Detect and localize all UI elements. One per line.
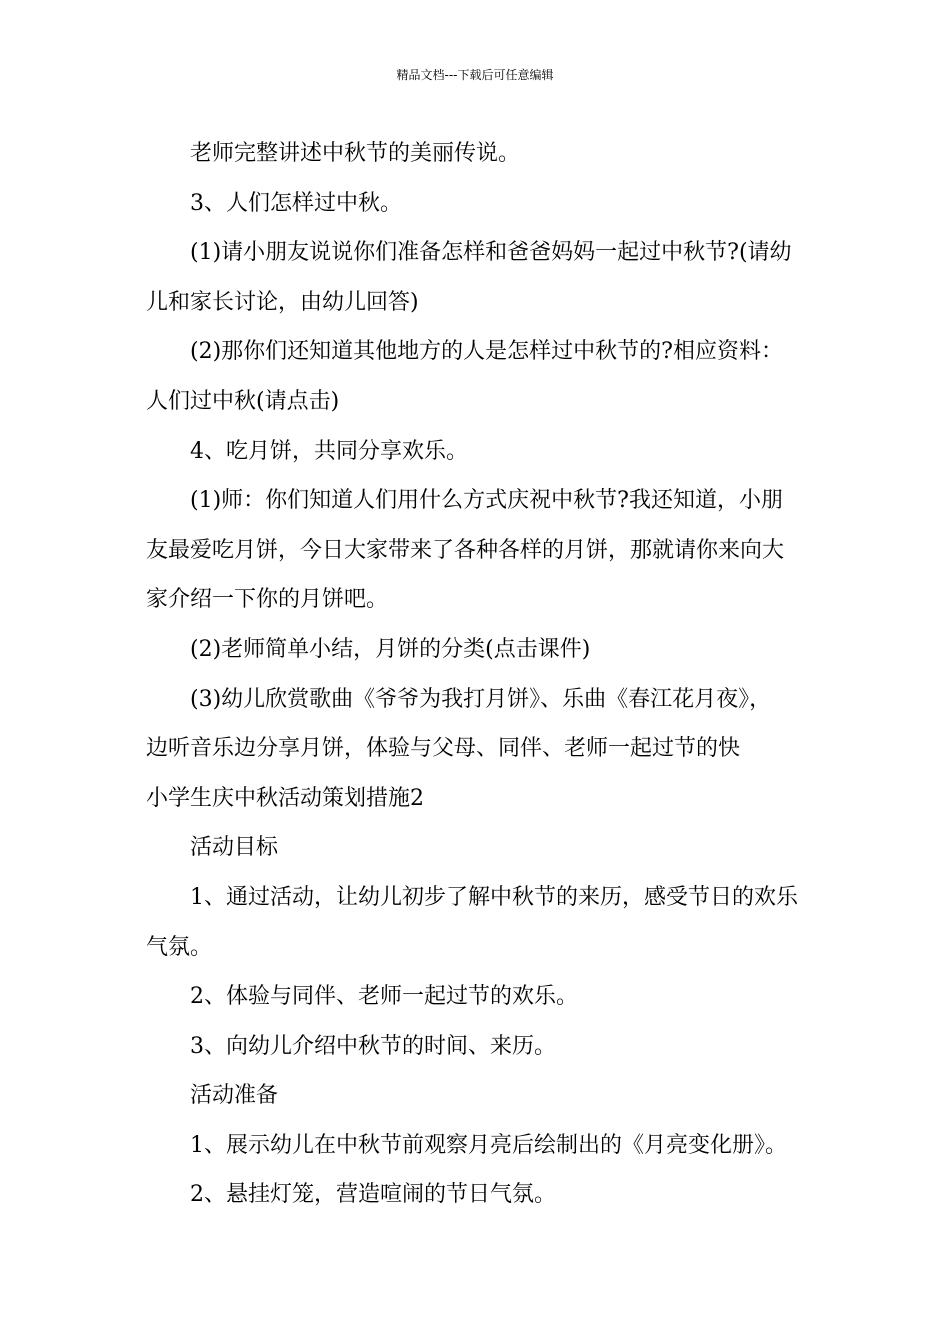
paragraph-line: 3、人们怎样过中秋。 (190, 190, 402, 216)
paragraph-line: 边听音乐边分享月饼，体验与父母、同伴、老师一起过节的快 (146, 736, 741, 762)
paragraph-line: (1)师：你们知道人们用什么方式庆祝中秋节?我还知道，小朋 (190, 488, 783, 514)
paragraph-line: 3、向幼儿介绍中秋节的时间、来历。 (190, 1033, 556, 1059)
paragraph-line: 家介绍一下你的月饼吧。 (146, 587, 389, 613)
paragraph-line: 人们过中秋(请点击) (146, 388, 340, 414)
section-title: 小学生庆中秋活动策划措施2 (146, 785, 424, 811)
document-body (146, 129, 812, 1220)
paragraph-line: (3)幼儿欣赏歌曲《爷爷为我打月饼》、乐曲《春江花月夜》， (190, 686, 772, 712)
paragraph-line: 老师完整讲述中秋节的美丽传说。 (190, 141, 521, 166)
paragraph-line: 2、悬挂灯笼，营造喧闹的节日气氛。 (190, 1182, 556, 1208)
subsection-heading: 活动目标 (190, 835, 279, 861)
paragraph-line: (2)老师简单小结，月饼的分类(点击课件) (190, 636, 591, 662)
subsection-heading: 活动准备 (190, 1083, 279, 1109)
paragraph-line: 友最爱吃月饼，今日大家带来了各种各样的月饼，那就请你来向大 (146, 537, 785, 563)
page-header: 精品文档---下载后可任意编辑 (396, 68, 554, 82)
paragraph-line: (2)那你们还知道其他地方的人是怎样过中秋节的?相应资料： (190, 339, 783, 365)
paragraph-line: 儿和家长讨论，由幼儿回答) (146, 289, 419, 315)
paragraph-line: 2、体验与同伴、老师一起过节的欢乐。 (190, 984, 578, 1010)
paragraph-line: (1)请小朋友说说你们准备怎样和爸爸妈妈一起过中秋节?(请幼 (190, 240, 792, 266)
paragraph-line: 4、吃月饼，共同分享欢乐。 (190, 438, 468, 464)
paragraph-line: 气氛。 (146, 934, 213, 960)
paragraph-line: 1、展示幼儿在中秋节前观察月亮后绘制出的《月亮变化册》。 (190, 1132, 787, 1158)
paragraph-line: 1、通过活动，让幼儿初步了解中秋节的来历，感受节日的欢乐 (190, 884, 798, 910)
